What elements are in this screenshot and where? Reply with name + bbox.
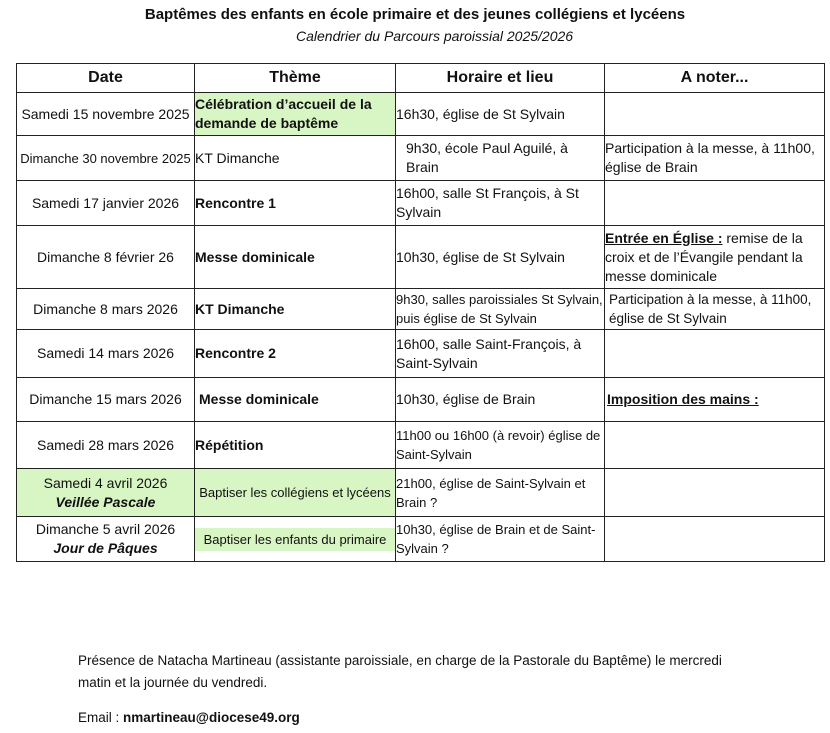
date-sub: Veillée Pascale — [55, 493, 156, 510]
table-row — [17, 289, 825, 330]
cell-date: Samedi 15 novembre 2025 — [17, 93, 195, 136]
table-row — [17, 226, 825, 289]
cell-theme: Messe dominicale — [195, 378, 396, 422]
note-text: remise de la croix et de l’Évangile pendant la messe dominicale — [605, 229, 803, 284]
cell-note — [605, 226, 825, 289]
table-row — [17, 181, 825, 226]
table-row — [17, 378, 825, 422]
table-header-row — [17, 64, 825, 93]
cell-theme — [195, 93, 396, 136]
email-address[interactable]: nmartineau@diocese49.org — [123, 710, 300, 725]
cell-theme: KT Dimanche — [195, 289, 396, 330]
cell-horaire: 10h30, église de Brain — [396, 378, 605, 422]
theme-highlight: Baptiser les enfants du primaire — [195, 528, 396, 551]
cell-date — [17, 517, 195, 562]
cell-note — [605, 330, 825, 378]
column-header-theme: Thème — [195, 64, 396, 93]
note-title: Entrée en Église : — [605, 229, 723, 246]
cell-note — [605, 181, 825, 226]
cell-theme — [195, 517, 396, 562]
theme-highlight: Célébration d’accueil de la demande de baptême — [195, 93, 396, 135]
cell-horaire: 16h00, salle St François, à St Sylvain — [396, 181, 605, 226]
cell-horaire: 16h30, église de St Sylvain — [396, 93, 605, 136]
cell-date: Samedi 17 janvier 2026 — [17, 181, 195, 226]
cell-date: Samedi 28 mars 2026 — [17, 422, 195, 469]
table-row — [17, 422, 825, 469]
cell-note — [605, 93, 825, 136]
cell-theme: Messe dominicale — [195, 226, 396, 289]
cell-note: Participation à la messe, à 11h00, église de Brain — [605, 136, 825, 181]
table-row — [17, 469, 825, 517]
cell-date: Dimanche 15 mars 2026 — [17, 378, 195, 422]
email-label: Email : — [78, 710, 120, 725]
cell-horaire: 11h00 ou 16h00 (à revoir) église de Saint-Sylvain — [396, 422, 605, 469]
document-subtitle: Calendrier du Parcours paroissial 2025/2026 — [296, 28, 574, 44]
cell-note — [605, 422, 825, 469]
cell-note — [605, 378, 825, 422]
cell-horaire: 9h30, école Paul Aguilé, à Brain — [396, 136, 605, 181]
cell-horaire: 16h00, salle Saint-François, à Saint-Sylvain — [396, 330, 605, 378]
table-row — [17, 136, 825, 181]
cell-date: Samedi 14 mars 2026 — [17, 330, 195, 378]
column-header-date: Date — [17, 64, 195, 93]
cell-date: Dimanche 8 mars 2026 — [17, 289, 195, 330]
cell-note: Participation à la messe, à 11h00, église de St Sylvain — [605, 289, 825, 330]
note-title: Imposition des mains : — [607, 391, 759, 407]
table-row — [17, 93, 825, 136]
table-row — [17, 517, 825, 562]
cell-date: Dimanche 8 février 26 — [17, 226, 195, 289]
column-header-note: A noter... — [605, 64, 825, 93]
email-line — [78, 710, 300, 725]
cell-theme: KT Dimanche — [195, 136, 396, 181]
date-sub: Jour de Pâques — [53, 540, 158, 556]
cell-theme: Rencontre 2 — [195, 330, 396, 378]
presence-text: Présence de Natacha Martineau (assistante paroissiale, en charge de la Pastorale du Baptême) le mercredi matin et la journée du vendredi. — [78, 653, 722, 690]
cell-note — [605, 469, 825, 517]
cell-theme: Baptiser les collégiens et lycéens — [195, 469, 396, 517]
cell-theme: Répétition — [195, 422, 396, 469]
table-row — [17, 330, 825, 378]
cell-date — [17, 469, 195, 517]
calendar-table — [16, 63, 825, 562]
date-main: Dimanche 5 avril 2026 — [35, 521, 176, 537]
cell-theme: Rencontre 1 — [195, 181, 396, 226]
column-header-horaire: Horaire et lieu — [396, 64, 605, 93]
cell-horaire: 10h30, église de Brain et de Saint-Sylvain ? — [396, 517, 605, 562]
cell-horaire: 10h30, église de St Sylvain — [396, 226, 605, 289]
cell-horaire: 9h30, salles paroissiales St Sylvain, puis église de St Sylvain — [396, 289, 605, 330]
cell-date: Dimanche 30 novembre 2025 — [17, 136, 195, 181]
cell-horaire: 21h00, église de Saint-Sylvain et Brain ? — [396, 469, 605, 517]
document-title: Baptêmes des enfants en école primaire et des jeunes collégiens et lycéens — [144, 6, 686, 23]
date-main: Samedi 4 avril 2026 — [43, 474, 168, 491]
cell-note — [605, 517, 825, 562]
